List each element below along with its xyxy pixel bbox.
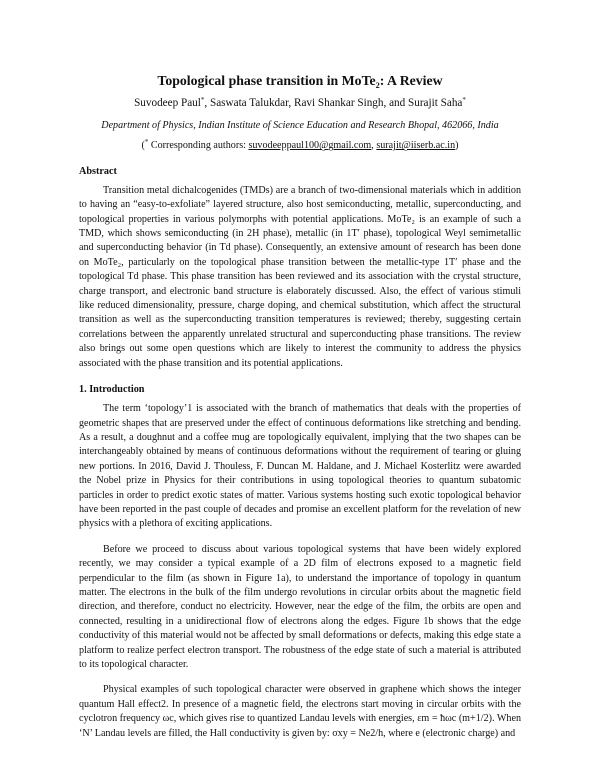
intro-paragraph-3: Physical examples of such topological character were observed in graphene which shows the integer quantum Hall effect2. In presence of a magnetic field, the electrons start moving in circular orbits with the cyclotron frequency ωc, which gives rise to quantized Landau levels with energies, εm = ħωc (m+1/2). When ‘N’ Landau levels are filled, the Hall conductivity is given by: σxy = Ne2/h, where e (electronic charge) and (79, 684, 521, 739)
author-others: , Saswata Talukdar, Ravi Shankar Singh, and Surajit Saha (204, 97, 463, 109)
corresponding-mark: * (200, 96, 205, 104)
corresponding-mark: * (144, 138, 149, 147)
author-list (79, 96, 521, 110)
corresponding-mark: * (462, 96, 466, 104)
corresponding-authors: (* Corresponding authors: suvodeeppaul100@gmail.com, surajit@iiserb.ac.in) (141, 138, 459, 152)
email-link-saha[interactable]: surajit@iiserb.ac.in (376, 140, 456, 152)
paper-title: Topological phase transition in MoTe₂: A Review (157, 73, 443, 88)
intro-paragraph-1: The term ‘topology’1 is associated with the branch of mathematics that deals with the properties of geometric shapes that are preserved under the effect of continuous deformations like stretching and bending. As a result, a doughnut and a coffee mug are topologically equivalent, implying that the two shapes can be interchangeably obtained by means of continuous deformations without the requirement of tearing or gluing new portions. In 2016, David J. Thouless, F. Duncan M. Haldane, and J. Michael Kosterlitz were awarded the Nobel prize in Physics for their contributions in using topological theories to quantum subatomic particles in order to predict exotic states of matter. Various systems hosting such exotic topological behavior have been reported in the past couple of decades and promise an excellent platform for the revelation of new physics with a plethora of exciting applications. (79, 403, 521, 530)
intro-paragraph-2: Before we proceed to discuss about various topological systems that have been widely explored recently, we may consider a typical example of a 2D film of electrons exposed to a magnetic field perpendicular to the film (as shown in Figure 1a), to understand the importance of topology in quantum matter. The electrons in the bulk of the film undergo revolutions in circular orbits about the magnetic field direction, and therefore, conduct no electricity. However, near the edge of the film, the orbits are open and connected, resulting in a unidirectional flow of electrons along the edges. Figure 1b shows that the edge conductivity of this material would not be affected by small deformations or defects, making this edge state a platform to realize perfect electron transport. The robustness of the edge state of such a material is attributed to its topological character. (79, 543, 521, 670)
affiliation: Department of Physics, Indian Institute of Science Education and Research Bhopal, 462066, India (101, 120, 499, 131)
author-first: Suvodeep Paul (134, 97, 201, 109)
section-heading-introduction: 1. Introduction (79, 384, 145, 396)
abstract-heading: Abstract (79, 165, 117, 177)
email-link-paul[interactable]: suvodeeppaul100@gmail.com (248, 140, 372, 152)
abstract-text: Transition metal dichalcogenides (TMDs) are a branch of two-dimensional materials which in addition to having an “easy-to-exfoliate” layered structure, also host semiconducting, metallic, superconducting, and topological properties in various polymorphs with potential applications. MoTe₂ is an example of such a TMD, which shows semiconducting (in 2H phase), metallic (in 1T′ phase), topological Weyl semimetallic and superconducting behavior (in Td phase). Consequently, an extensive amount of research has been done on MoTe₂, particularly on the topological phase transition between the metallic-type 1T′ phase and the topological Td phase. This phase transition has been reviewed and its association with the crystal structure, charge transport, and electronic band structure is elaborately discussed. Also, the effect of various stimuli like reduced dimensionality, pressure, charge doping, and chemical substitution, which affect the structural transition as well as the superconducting transition temperatures is reviewed; thereby, suggesting certain correlations between the apparently unrelated structural and superconducting phase transitions. The review also brings out some open questions which are likely to interest the community to address the physics associated with the phase transition and its potential applications. (79, 184, 521, 369)
